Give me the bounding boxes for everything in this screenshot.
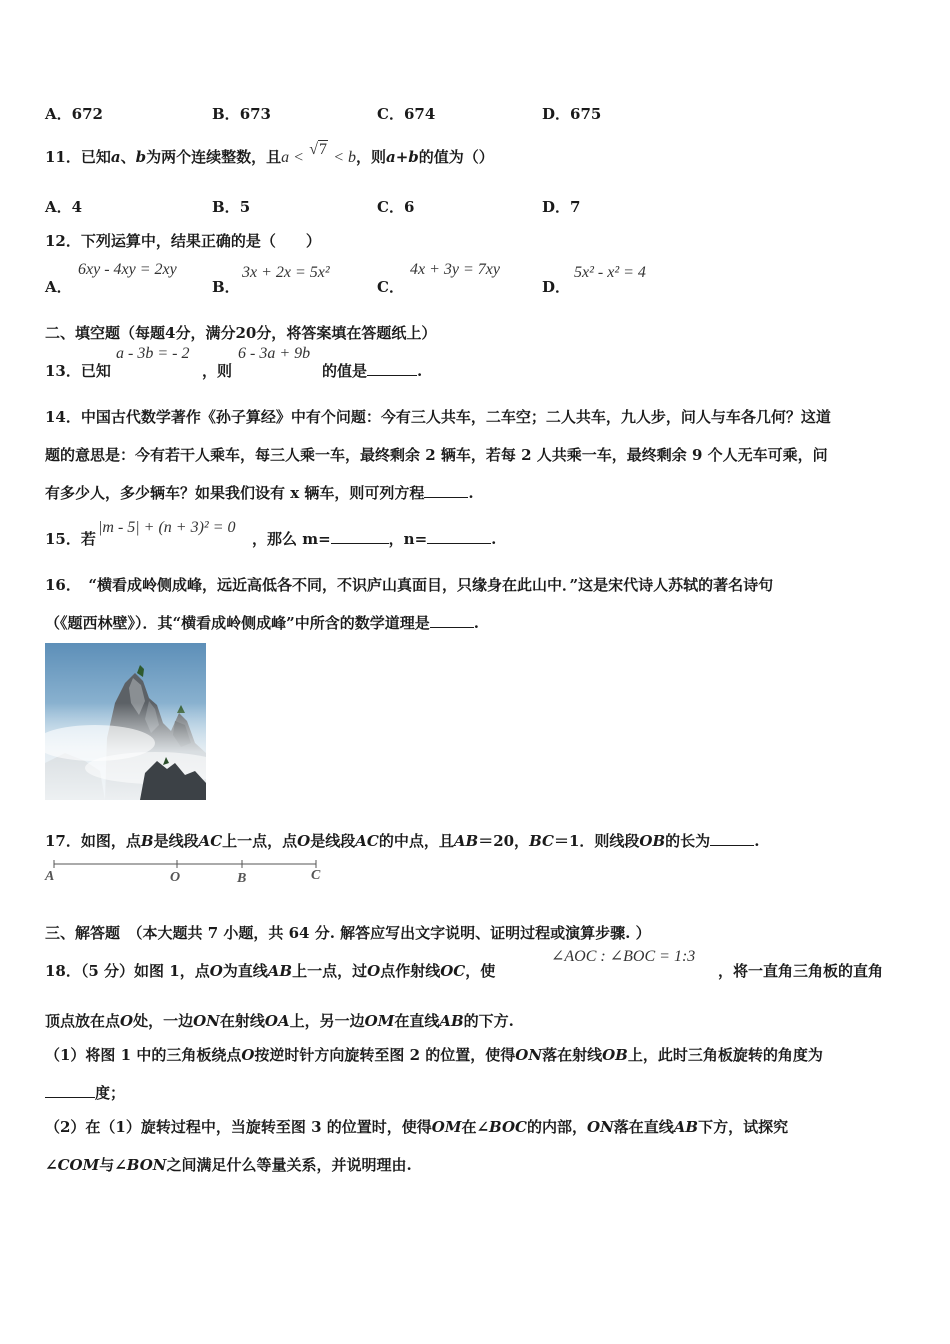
q12-option-c-expr: 4x + 3y = 7xy <box>410 261 500 278</box>
q18-part-1-end: 度； <box>45 1082 125 1103</box>
q10-option-c: C．674 <box>377 105 436 123</box>
q13-answer-blank[interactable] <box>367 375 417 376</box>
q18-part-2-end: ∠COM与∠BON之间满足什么等量关系，并说明理由. <box>45 1156 412 1174</box>
q18-line-1-end: ，将一直角三角板的直角 <box>718 962 884 980</box>
q15-prefix: 15．若 <box>45 530 96 548</box>
q18-angle-ratio: ∠AOC : ∠BOC = 1:3 <box>551 948 696 965</box>
q16-line-1: 16． “横看成岭侧成峰，远近高低各不同，不识庐山真面目，只缘身在此山中．”这是宋代诗人苏轼的著名诗句 <box>45 576 774 594</box>
q15-expression: |m - 5| + (n + 3)² = 0 <box>98 519 236 536</box>
q11-option-b: B．5 <box>212 198 251 216</box>
q14-line-2: 题的意思是：今有若干人乘车，每三人乘一车，最终剩余 2 辆车，若每 2 人共乘一车，最终剩余 9 个人无车可乘，问 <box>45 446 828 464</box>
label-o: O <box>170 870 181 885</box>
q10-option-b: B．673 <box>212 105 271 123</box>
q13-expression: 6 - 3a + 9b <box>238 345 311 362</box>
q12-option-a-expr: 6xy - 4xy = 2xy <box>78 261 177 278</box>
q12-option-b-letter: B． <box>212 278 240 296</box>
section2-heading: 二、填空题（每题4分，满分20分，将答案填在答题纸上） <box>45 324 437 342</box>
q14-line-1: 14．中国古代数学著作《孙子算经》中有个问题：今有三人共车，二车空；二人共车，九人步，问人与车各几何？这道 <box>45 408 831 426</box>
q12-option-a-letter: A． <box>45 278 72 296</box>
q13-mid: ，则 <box>202 362 233 380</box>
q15-mid: ，那么 m= ，n= . <box>252 530 497 548</box>
q18-line-1: 18．（5 分）如图 1，点O为直线AB上一点，过O点作射线OC，使 <box>45 962 496 980</box>
q11-stem: 11．已知a、b为两个连续整数，且a < √7 < b，则a+b的值为（） <box>45 141 494 166</box>
q12-option-c-letter: C． <box>377 278 404 296</box>
q10-option-a: A．672 <box>45 105 103 123</box>
q12-stem: 12．下列运算中，结果正确的是（ ） <box>45 232 321 250</box>
q16-line-2: （《题西林壁》）．其“横看成岭侧成峰”中所含的数学道理是 . <box>45 614 479 632</box>
q18-part-1: （1）将图 1 中的三角板绕点O按逆时针方向旋转至图 2 的位置，使得ON落在射线OB上，此时三角板旋转的角度为 <box>45 1046 823 1064</box>
section3-heading: 三、解答题 （本大题共 7 小题，共 64 分. 解答应写出文字说明、证明过程或演算步骤. ） <box>45 924 651 942</box>
q13-suffix: 的值是 . <box>322 362 423 380</box>
segment-diagram <box>42 856 332 886</box>
label-a: A <box>45 869 55 884</box>
q14-answer-blank[interactable] <box>424 497 468 498</box>
q17-answer-blank[interactable] <box>710 845 754 846</box>
q10-option-d: D．675 <box>542 105 602 123</box>
q12-option-d-letter: D． <box>542 278 571 296</box>
q11-option-d: D．7 <box>542 198 581 216</box>
q16-answer-blank[interactable] <box>430 627 474 628</box>
q14-line-3: 有多少人，多少辆车？如果我们设有 x 辆车，则可列方程 . <box>45 484 474 502</box>
q15-m-blank[interactable] <box>331 543 389 544</box>
q18-answer-blank[interactable] <box>45 1097 95 1098</box>
q11-option-c: C．6 <box>377 198 415 216</box>
q13-condition: a - 3b = - 2 <box>116 345 190 362</box>
q12-option-d-expr: 5x² - x² = 4 <box>574 264 646 281</box>
q13-prefix: 13．已知 <box>45 362 111 380</box>
label-b: B <box>237 871 247 886</box>
q12-option-b-expr: 3x + 2x = 5x² <box>242 264 330 281</box>
q11-option-a: A．4 <box>45 198 83 216</box>
q15-n-blank[interactable] <box>427 543 491 544</box>
q18-part-2: （2）在（1）旋转过程中，当旋转至图 3 的位置时，使得OM在∠BOC的内部，ON落在直线AB下方，试探究 <box>45 1118 789 1136</box>
q17-stem: 17．如图，点B是线段AC上一点，点O是线段AC的中点，且AB＝20，BC＝1．则线段OB的长为 . <box>45 832 760 850</box>
label-c: C <box>311 868 321 883</box>
sqrt-seven: √7 <box>309 141 327 158</box>
mountain-photo <box>45 643 206 800</box>
q18-line-2: 顶点放在点O处，一边ON在射线OA上，另一边OM在直线AB的下方. <box>45 1012 514 1030</box>
